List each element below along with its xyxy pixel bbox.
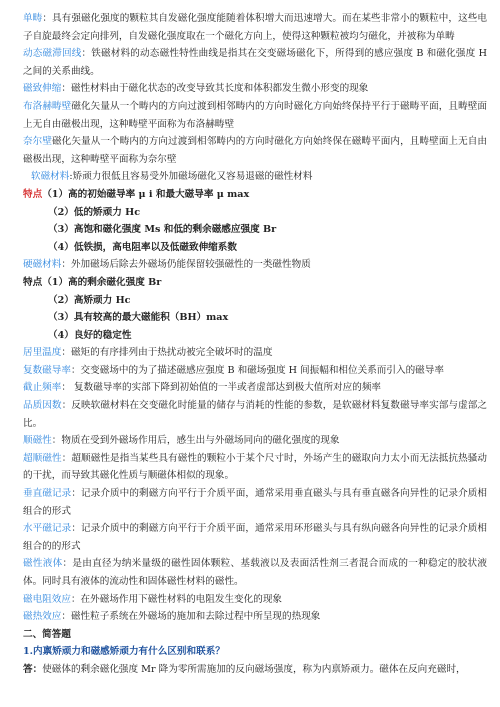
- soft-feature-2: （2）低的矫顽力 Hc: [48, 206, 141, 218]
- term-curie-temperature: 居里温度: [23, 347, 62, 359]
- answer-text: 使磁体的剩余磁化强度 Mr 降为零所需施加的反向磁场强度，称为内禀矫顽力。磁体在反向充磁时，: [42, 663, 466, 675]
- term-single-domain: 单畴: [23, 13, 43, 24]
- definition-complex-permeability: [23, 362, 487, 380]
- term-quality-factor: 品质因数: [23, 400, 62, 412]
- term-superparamagnetism: 超顺磁性: [23, 452, 62, 464]
- definition-curie-temperature: [23, 344, 487, 362]
- feature-text: （1）高的剩余磁化强度 Br: [42, 276, 162, 288]
- term-magnetoresistance: 磁电阻效应: [23, 593, 71, 605]
- definition-magnetoresistance: [23, 591, 487, 609]
- term-magnetostriction: 磁致伸缩: [23, 83, 62, 95]
- definition-text: ：反映软磁材料在交变磁化时能量的储存与消耗的性能的参数，是软磁材料复数磁导率实部与虚部之比。: [23, 400, 488, 429]
- definition-text: ：磁性粒子系统在外磁场的施加和去除过程中所呈现的热现象: [61, 611, 321, 623]
- term-hard-magnetic: 硬磁材料: [23, 259, 62, 271]
- definition-ferrofluid: [23, 555, 487, 590]
- feature-label: 特点: [23, 188, 43, 200]
- definition-text: :矫顽力很低且容易受外加磁场磁化又容易退磁的磁性材料: [69, 171, 313, 183]
- definition-text: ：交变磁场中的为了描述磁感应强度 B 和磁场强度 H 间振幅和相位关系而引入的磁导率: [70, 364, 444, 376]
- term-complex-permeability: 复数磁导率: [23, 364, 71, 376]
- soft-feature-3: （3）高饱和磁化强度 Ms 和低的剩余磁感应强度 Br: [48, 224, 277, 236]
- definition-neel-wall: [23, 133, 487, 168]
- definition-text: ：磁性材料由于磁化状态的改变导致其长度和体积都发生微小形变的现象: [61, 83, 369, 95]
- definition-text: ： 复数磁导率的实部下降到初始值的一半或者虚部达到极大值所对应的频率: [61, 382, 382, 394]
- definition-text: ：铁磁材料的动态磁性特性曲线是指其在交变磁场磁化下，所得到的感应强度 B 和磁化强度 H 之间的关系曲线。: [23, 48, 487, 77]
- definition-paramagnetism: [23, 432, 487, 450]
- soft-feature-1: [23, 186, 487, 204]
- definition-bloch-wall: [23, 98, 487, 133]
- definition-text: ：记录介质中的剩磁方向平行于介质平面，通常采用垂直磁头与具有垂直磁各向异性的记录介质相组合的形式: [23, 488, 488, 517]
- term-perpendicular-recording: 垂直磁记录: [23, 488, 72, 500]
- document-page: [23, 10, 487, 679]
- definition-text: ：是由直径为纳米量级的磁性固体颗粒、基载液以及表面活性剂三者混合而成的一种稳定的胶状液体。同时具有液体的流动性和固体磁性材料的磁性。: [23, 558, 488, 587]
- soft-feature-4: （4）低铁损，高电阻率以及低磁致伸缩系数: [48, 241, 237, 253]
- term-dynamic-hysteresis: 动态磁滞回线: [23, 48, 82, 60]
- definition-magnetostriction: [23, 80, 487, 98]
- definition-dynamic-hysteresis: [23, 45, 487, 80]
- definition-text: ：外加磁场后除去外磁场仍能保留较强磁性的一类磁性物质: [61, 259, 311, 271]
- definition-hard-magnetic: [23, 256, 487, 274]
- hard-feature-4: （4）良好的稳定性: [48, 329, 132, 341]
- feature-label: 特点: [23, 276, 43, 288]
- definition-text: ：磁矩的有序排列由于热扰动被完全破坏时的温度: [61, 347, 273, 359]
- definition-perpendicular-recording: [23, 485, 487, 520]
- definition-text: 磁化矢量从一个畴内的方向过渡到相邻畴内的方向时磁化方向始终保在磁畴平面内，且畴壁面上无自由磁极出现，这种畴壁平面称为奈尔壁: [23, 136, 488, 165]
- definition-cutoff-frequency: [23, 379, 487, 397]
- definition-soft-magnetic: [23, 168, 487, 186]
- hard-feature-2: （2）高矫顽力 Hc: [48, 294, 131, 306]
- definition-superparamagnetism: [23, 450, 487, 485]
- term-soft-magnetic: 软磁材料: [31, 171, 70, 183]
- feature-text: （1）高的初始磁导率 μ i 和最大磁导率 μ max: [42, 188, 250, 200]
- term-paramagnetism: 顺磁性: [23, 435, 52, 447]
- definition-text: ：在外磁场作用下磁性材料的电阻发生变化的现象: [70, 593, 283, 605]
- section-heading: 二、简答题: [23, 628, 71, 640]
- term-bloch-wall: 布洛赫畴壁: [23, 100, 72, 112]
- answer-label: 答：: [23, 663, 43, 675]
- definition-magnetocaloric: [23, 608, 487, 626]
- definition-horizontal-recording: [23, 520, 487, 555]
- term-neel-wall: 奈尔壁: [23, 136, 53, 148]
- term-magnetocaloric: 磁热效应: [23, 611, 62, 623]
- term-ferrofluid: 磁性液体: [23, 558, 63, 570]
- hard-feature-1: [23, 274, 487, 292]
- definition-quality-factor: [23, 397, 487, 432]
- definition-text: ：记录介质中的剩磁方向平行于介质平面，通常采用环形磁头与具有纵向磁各向异性的记录介质相组合的的形式: [23, 523, 488, 552]
- term-horizontal-recording: 水平磁记录: [23, 523, 72, 535]
- term-cutoff-frequency: 截止频率: [23, 382, 62, 394]
- question-1-title: 1.内禀矫顽力和磁感矫顽力有什么区别和联系？: [23, 646, 225, 658]
- definition-text: ：具有强磁化强度的颗粒其自发磁化强度能随着体积增大而迅速增大。而在某些非常小的颗粒中，这些电子自旋最终会定向排列，自发磁化强度取在一个磁化方向上，使得这种颗粒被均匀磁化，并被称为单畴: [23, 13, 488, 42]
- definition-text: ：物质在受到外磁场作用后，感生出与外磁场同向的磁化强度的现象: [51, 435, 340, 447]
- definition-text: ：超顺磁性是指当某些具有磁性的颗粒小于某个尺寸时，外场产生的磁取向力太小而无法抵抗热骚动的干扰，而导致其磁化性质与顺磁体相似的现象。: [23, 452, 488, 482]
- definition-single-domain: [23, 10, 487, 45]
- definition-text: 磁化矢量从一个畴内的方向过渡到相邻畴内的方向时磁化方向始终保持平行于磁畴平面，且畴壁面上无自由磁极出现，这种畴壁平面称为布洛赫畴壁: [23, 100, 488, 130]
- answer-1: [23, 661, 487, 679]
- hard-feature-3: （3）具有较高的最大磁能积（BH）max: [48, 312, 229, 324]
